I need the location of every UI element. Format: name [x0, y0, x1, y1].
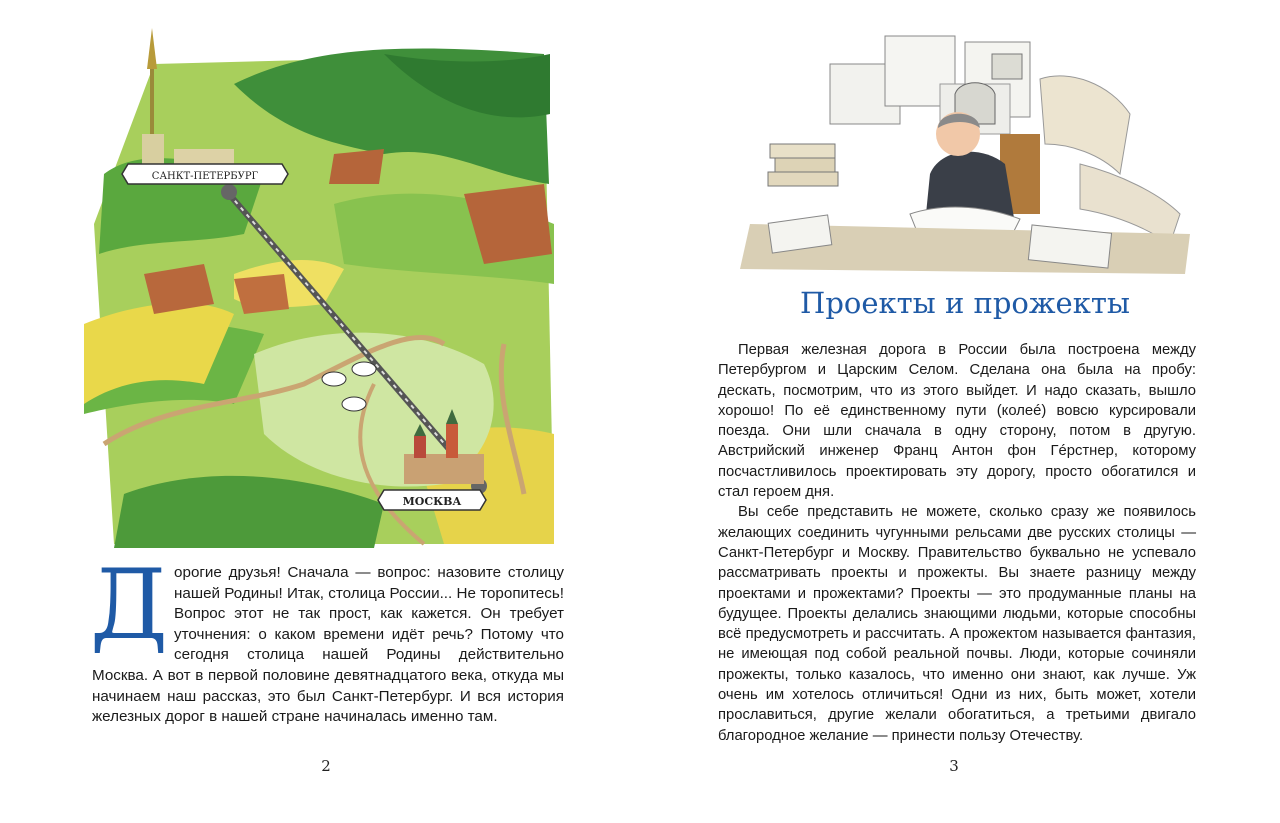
- paragraph-1: Первая железная дорога в России была построена между Петербургом и Царским Селом. Сделана она была на пробу: дескать, посмотрим, что из этого выйдет. И надо сказать, вышло хорошо! По её единственному пути (колеé) вовсю курсировали поезда. Они шли сначала в одну сторону, потом в другую. Австрийский инженер Франц Антон фон Гéрстнер, которому посчастливилось проектировать эту дорогу, просто обогатился и стал героем дня.: [718, 342, 1196, 501]
- chapter-title: Проекты и прожекты: [800, 286, 1130, 320]
- scholar-at-desk-illustration: [730, 24, 1200, 286]
- page-number-right: 3: [949, 757, 959, 775]
- dropcap-letter: Д: [90, 549, 169, 661]
- right-page: [640, 0, 1280, 823]
- petersburg-label: САНКТ-ПЕТЕРБУРГ: [151, 171, 259, 182]
- moscow-label: МОСКВА: [402, 495, 462, 508]
- railway-map-illustration: [84, 24, 560, 548]
- left-paragraph: орогие друзья! Сначала — вопрос: назовите столицу нашей Родины! Итак, столица России... Не торопитесь! Вопрос этот не так прост, как кажется. Он требует уточнения: о каком времени идёт речь? Потому что сегодня столица нашей Родины действительно Москва. А вот в первой половине девятнадцатого века, откуда мы начинаем наш рассказ, это был Санкт-Петербург. И вся история железных дорог в нашей стране начиналась именно там.: [92, 564, 564, 726]
- left-body-text: [90, 549, 564, 728]
- page-number-left: 2: [321, 757, 331, 775]
- right-body-text: [718, 340, 1196, 746]
- paragraph-2: Вы себе представить не можете, сколько сразу же появилось желающих соединить чугунными рельсами две русских столицы — Санкт-Петербург и Москву. Правительство буквально не успевало рассматривать проекты и прожекты. Вы знаете разницу между проектами и прожектами? Проекты — это продуманные планы на будущее. Проекты делались знающими людьми, которые способны всё предусмотреть и рассчитать. А прожектом называется фантазия, не имеющая под собой реальной почвы. Люди, которые сочиняли прожекты, только казалось, что именно они знают, как лучше. Уж очень им хотелось отличиться! Одни из них, быть может, хотели прославиться, другие желали обогатиться, а третьими двигало благородное желание — принести пользу Отечеству.: [718, 504, 1196, 744]
